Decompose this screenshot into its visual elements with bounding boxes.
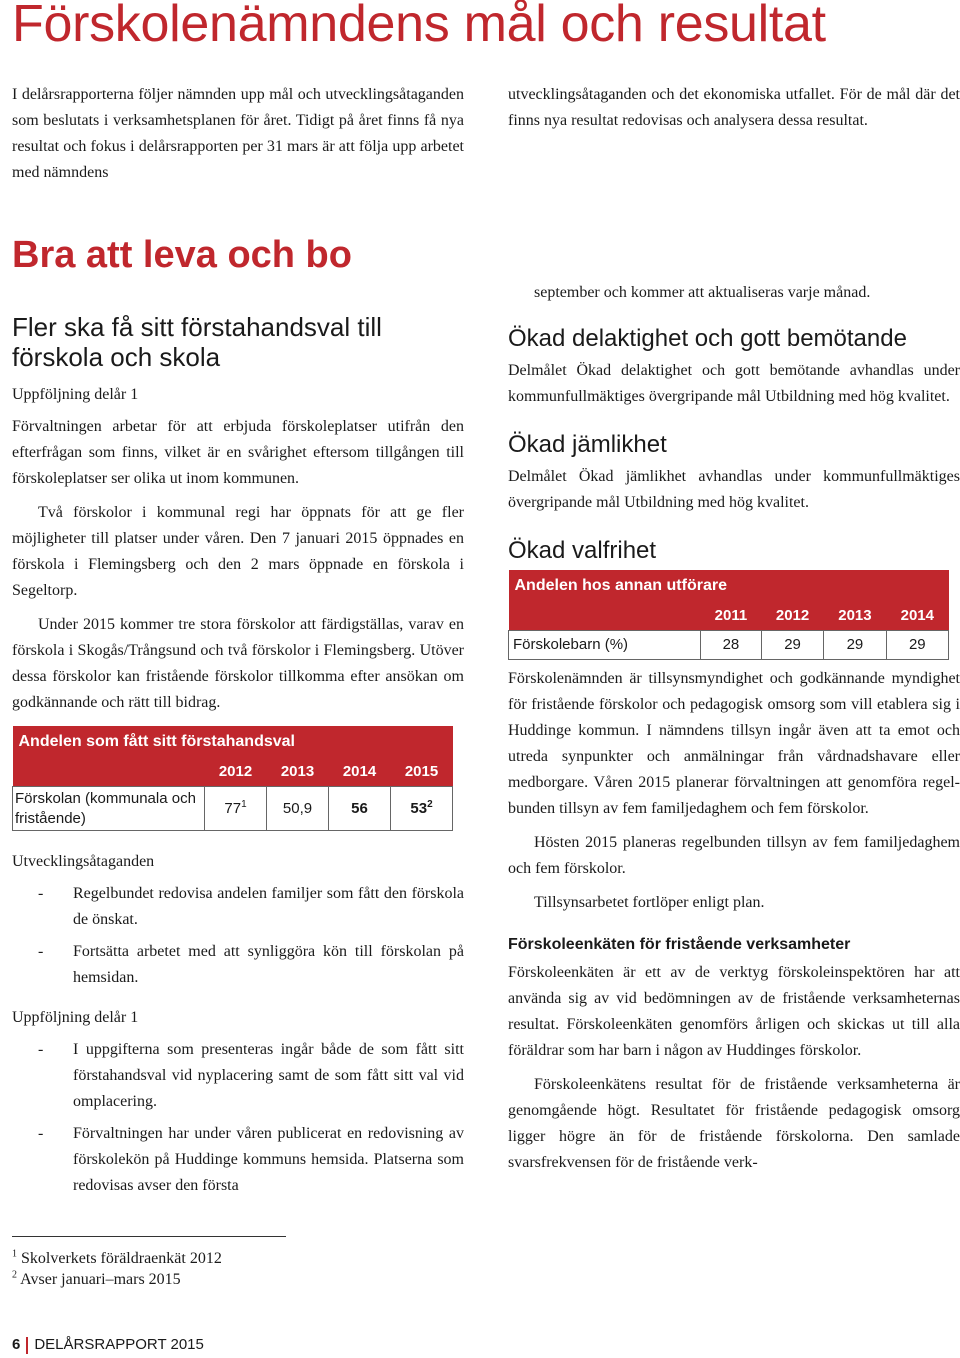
table-cell: 56 (329, 787, 391, 831)
year-header: 2013 (824, 602, 886, 631)
list-item: - Regelbundet redovisa andelen familjer som fått den förskola de önskat. (12, 881, 464, 933)
table-cell: 29 (824, 631, 886, 660)
development-label: Utvecklingsåtaganden (12, 853, 155, 870)
paragraph: Två förskolor i kommunal regi har öppnats för att ge fler möjligheter till platser under våren. Den 7 januari 2015 öppnades en förskola i Flemingsberg och den 2 mars öppnade en förskola i Segeltorp. (12, 504, 464, 599)
follow-up-label: Uppföljning delår 1 (12, 1009, 139, 1026)
paragraph: september och kommer att aktualiseras varje månad. (534, 284, 871, 301)
table-cell: 50,9 (267, 787, 329, 831)
year-header: 2014 (329, 758, 391, 787)
list-item: - Fortsätta arbetet med att synliggöra kön till förskolan på hemsidan. (12, 939, 464, 991)
paragraph: Hösten 2015 planeras regelbunden tillsyn av fem familjedaghem och fem förskolor. (508, 834, 960, 877)
table-cell: 29 (761, 631, 823, 660)
right-column (508, 280, 960, 1184)
other-provider-table (508, 570, 949, 660)
table-cell: 29 (886, 631, 948, 660)
goal-title: Fler ska få sitt förstahandsval till förskola och skola (12, 312, 382, 372)
left-column (12, 312, 464, 1207)
table-header: Andelen som fått sitt förstahandsval (13, 726, 453, 758)
row-label: Förskolebarn (%) (509, 631, 701, 660)
follow-up-list (12, 1037, 464, 1199)
heading-freedom-of-choice: Ökad valfrihet (508, 537, 657, 564)
footnote: $^1$ Skolverkets föräldraenkät 2012 (12, 1248, 222, 1267)
section-title: Bra att leva och bo (12, 234, 352, 276)
year-header: 2012 (205, 758, 267, 787)
year-header: 2012 (761, 602, 823, 631)
page-footer (12, 1336, 204, 1354)
list-item: - I uppgifterna som presenteras ingår både de som fått sitt förstahandsval vid nyplacering samt de som fått sitt val vid omplacering. (12, 1037, 464, 1115)
table-header: Andelen hos annan utförare (509, 570, 949, 602)
page-number: 6 (12, 1336, 21, 1353)
intro-right-text: utvecklingsåtaganden och det ekonomiska utfallet. För de mål där det finns nya resultat redovisas och analysera dessa resultat. (508, 86, 960, 129)
table-cell: $53^2$ (391, 787, 453, 831)
heading-participation: Ökad delaktighet och gott bemötande (508, 325, 907, 352)
paragraph: Under 2015 kommer tre stora förskolor att färdigställas, varav en förskola i Skogås/Trångsund och två förskolor i Flemingsberg. Utöver dessa förskolor kan fristående förskolor tillkomma efter ansökan om godkännande och rätt till bidrag. (12, 616, 464, 711)
paragraph: Förskolenämnden är tillsynsmyndighet och godkännande myndighet för fristående förskolor och pedagogisk omsorg som vill etablera sig i Huddinge kommun. I nämndens tillsyn ingår även att ta emot och utreda synpunkter och anmälningar från vårdnadshavare eller medborgare. Våren 2015 planerar förvaltningen att genomföra regelbunden tillsyn av fem familjedaghem och fem förskolor. (508, 670, 960, 817)
year-header: 2014 (886, 602, 948, 631)
footnote: $^2$ Avser januari–mars 2015 (12, 1269, 181, 1288)
table-cell: 28 (701, 631, 762, 660)
year-header: 2013 (267, 758, 329, 787)
intro-right (508, 82, 960, 142)
heading-survey: Förskoleenkäten för fristående verksamheter (508, 936, 851, 953)
list-item: - Förvaltningen har under våren publicerat en redovisning av förskolekön på Huddinge kommuns hemsida. Platserna som redovisas avser den första (12, 1121, 464, 1199)
paragraph: Tillsynsarbetet fortlöper enligt plan. (534, 894, 765, 911)
publication-name: DELÅRSRAPPORT 2015 (34, 1336, 204, 1353)
year-header: 2011 (701, 602, 762, 631)
paragraph: Förskoleenkäten är ett av de verktyg förskoleinspektören har att använda sig av vid bedömningen av de fristående verksamheternas resultat. Förskoleenkäten genomförs årligen och skickas ut till alla föräldrar som har barn i någon av Huddinges förskolor. (508, 964, 960, 1059)
footer-divider (26, 1337, 28, 1354)
intro-left-text: I delårsrapporterna följer nämnden upp mål och utvecklingsåtaganden som beslutats i verksamhetsplanen för året. Tidigt på året finns få nya resultat och fokus i delårsrapporten per 31 mars är att följa upp arbetet med nämndens (12, 86, 464, 181)
development-list (12, 881, 464, 991)
page-title: Förskolenämndens mål och resultat (12, 0, 826, 53)
intro-left (12, 82, 464, 194)
first-choice-table (12, 726, 453, 831)
paragraph: Förskoleenkätens resultat för de fristående verksamheterna är genomgående högt. Resultatet för fristående pedagogisk omsorg ligger högre än för de fristående förskolorna. Den samlade svarsfrekvensen för de fristående verk- (508, 1076, 960, 1171)
follow-up-label: Uppföljning delår 1 (12, 386, 139, 403)
row-label: Förskolan (kommunala och fristående) (13, 787, 205, 831)
year-header: 2015 (391, 758, 453, 787)
table-cell: $77^1$ (205, 787, 267, 831)
paragraph: Delmålet Ökad delaktighet och gott bemötande avhandlas under kommunfullmäktiges övergripande mål Utbildning med hög kvalitet. (508, 362, 960, 405)
heading-equality: Ökad jämlikhet (508, 431, 667, 458)
footnote-divider (12, 1236, 286, 1237)
paragraph: Förvaltningen arbetar för att erbjuda förskoleplatser utifrån den efterfrågan som finns, vilket är en svårighet eftersom tillgången till förskoleplatser ser olika ut inom kommunen. (12, 418, 464, 487)
paragraph: Delmålet Ökad jämlikhet avhandlas under kommunfullmäktiges övergripande mål Utbildning med hög kvalitet. (508, 468, 960, 511)
